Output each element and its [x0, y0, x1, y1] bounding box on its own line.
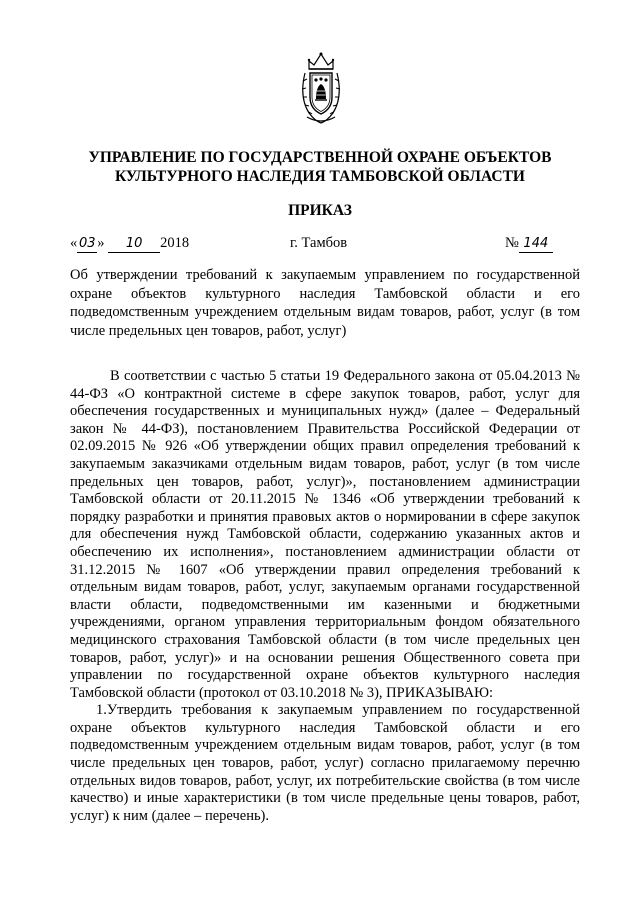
date-day: 03	[78, 236, 96, 251]
document-number	[505, 233, 553, 253]
date-close-quote: »	[97, 235, 105, 251]
document-city: г. Тамбов	[290, 235, 348, 251]
body-paragraph-1: В соответствии с частью 5 статьи 19 Федерального закона от 05.04.2013 № 44-ФЗ «О контрактной системе в сфере закупок товаров, работ, услуг для обеспечения государственных и муниципальных нужд» (далее – Федеральный закон № 44-ФЗ), постановлением Правительства Российской Федерации от 02.09.2015 № 926 «Об утверждении общих правил определения требований к закупаемым заказчиками отдельным видам товаров, работ, услуг (в том числе предельных цен товаров, работ, услуг)», постановлением администрации Тамбовской области от 20.11.2015 № 1346 «Об утверждении требований к порядку разработки и принятия правовых актов о нормировании в сфере закупок для обеспечения нужд Тамбовской области, содержанию указанных актов и обеспечению их исполнения», постановлением администрации области от 31.12.2015 № 1607 «Об утверждении правил определения требований к отдельным видам товаров, работ, услуг, закупаемым органами государственной власти области, подведомственными им казенными и бюджетными учреждениями, органом управления территориальным фондом обязательного медицинского страхования Тамбовской области (в том числе предельных цен товаров, работ, услуг)» и на основании решения Общественного совета при управлении по государственной охране объектов культурного наследия Тамбовской области (протокол от 03.10.2018 № 3), ПРИКАЗЫВАЮ:	[70, 368, 580, 701]
date-number-line	[70, 233, 580, 253]
date-open-quote: «	[70, 235, 78, 251]
organization-name	[60, 148, 580, 186]
document-type: ПРИКАЗ	[288, 202, 352, 219]
document-date	[70, 233, 189, 253]
tambov-coat-of-arms-icon	[299, 51, 343, 125]
organization-name-line2: КУЛЬТУРНОГО НАСЛЕДИЯ ТАМБОВСКОЙ ОБЛАСТИ	[115, 168, 525, 185]
date-month: 10	[108, 236, 160, 253]
body-paragraph-2: 1.Утвердить требования к закупаемым управлением по государственной охране объектов культурного наследия Тамбовской области и его подведомственным учреждением отдельным видам товаров, работ, услуг (в том числе предельных цен товаров, работ, услуг) согласно прилагаемому перечню отдельных видов товаров, работ, услуг, их потребительские свойства (в том числе качество) и иные характеристики (в том числе предельные цены товаров, работ, услуг) к ним (далее – перечень).	[70, 702, 580, 824]
number-sign: №	[505, 235, 519, 251]
order-body	[70, 368, 580, 825]
number-value: 144	[519, 236, 553, 253]
order-subject: Об утверждении требований к закупаемым управлением по государственной охране объектов культурного наследия Тамбовской области и его подведомственным учреждением отдельным видам товаров, работ, услуг (в том числе предельных цен товаров, работ, услуг)	[70, 267, 580, 339]
date-year: 2018	[160, 235, 190, 251]
organization-name-line1: УПРАВЛЕНИЕ ПО ГОСУДАРСТВЕННОЙ ОХРАНЕ ОБЪЕКТОВ	[88, 149, 552, 166]
